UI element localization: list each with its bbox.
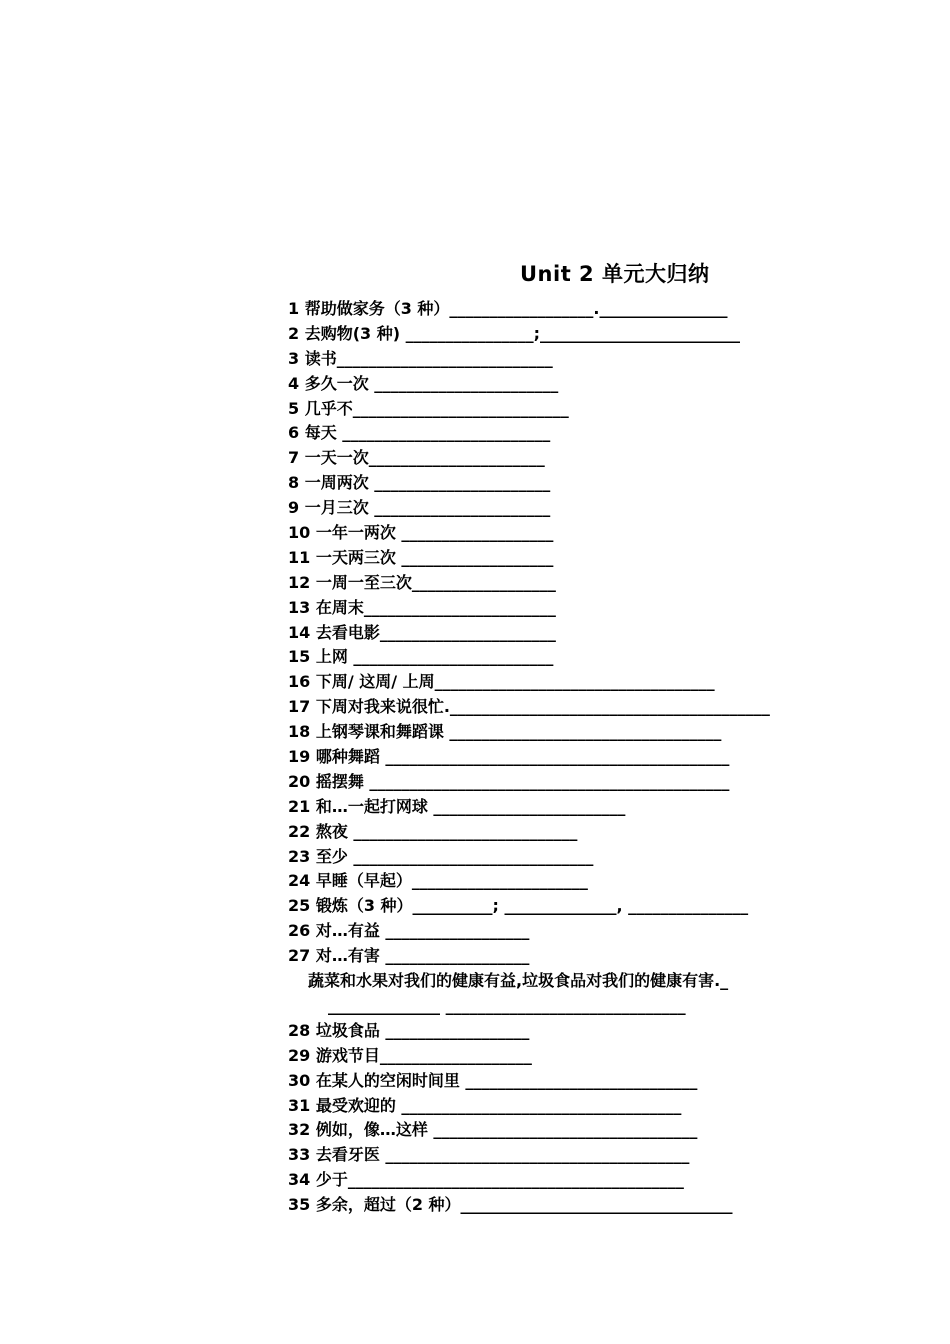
list-item: 5 几乎不___________________________ — [288, 398, 569, 418]
list-item: 20 摇摆舞 _____________________________________________ — [288, 771, 730, 791]
page-title: Unit 2 单元大归纳 — [520, 262, 710, 286]
list-item: 6 每天 __________________________ — [288, 423, 551, 443]
list-item: 32 例如，像…这样 _________________________________ — [288, 1120, 698, 1140]
example-sentence: 蔬菜和水果对我们的健康有益,垃圾食品对我们的健康有害._ — [308, 971, 729, 991]
list-item: 7 一天一次______________________ — [288, 448, 545, 468]
list-item: 18 上钢琴课和舞蹈课 __________________________________ — [288, 722, 722, 742]
list-item: 12 一周一至三次__________________ — [288, 572, 556, 592]
list-item: 21 和…一起打网球 ________________________ — [288, 796, 626, 816]
list-item: 31 最受欢迎的 ___________________________________ — [288, 1095, 682, 1115]
list-item: 3 读书___________________________ — [288, 348, 553, 368]
list-item: 30 在某人的空闲时间里 _____________________________ — [288, 1070, 698, 1090]
list-item: 33 去看牙医 ______________________________________ — [288, 1145, 690, 1165]
list-item: 14 去看电影______________________ — [288, 622, 556, 642]
list-item: 1 帮助做家务（3 种）__________________.________________ — [288, 299, 728, 318]
list-item: 34 少于__________________________________________ — [288, 1170, 684, 1190]
list-item: 25 锻炼（3 种）__________; ______________, _______________ — [288, 896, 749, 916]
list-item: 8 一周两次 ______________________ — [288, 473, 551, 493]
list-item: 10 一年一两次 ___________________ — [288, 523, 554, 543]
list-item: 23 至少 ______________________________ — [288, 846, 594, 866]
list-item: 16 下周/ 这周/ 上周___________________________________ — [288, 672, 715, 692]
list-item: 24 早睡（早起）______________________ — [288, 871, 588, 891]
list-item: 28 垃圾食品 __________________ — [288, 1020, 530, 1040]
list-item: 26 对…有益 __________________ — [288, 921, 530, 941]
vocabulary-list — [288, 297, 818, 1218]
list-item: 29 游戏节目___________________ — [288, 1045, 532, 1065]
list-item: 4 多久一次 _______________________ — [288, 373, 559, 393]
list-item: 27 对…有害 __________________ — [288, 946, 530, 966]
list-item: 11 一天两三次 ___________________ — [288, 547, 554, 567]
list-item: 22 熬夜 ____________________________ — [288, 821, 578, 841]
list-item: 13 在周末________________________ — [288, 597, 556, 617]
list-item: 17 下周对我来说很忙.________________________________________ — [288, 697, 770, 717]
list-item: 35 多余，超过（2 种）__________________________________ — [288, 1195, 733, 1215]
list-item: 2 去购物(3 种) ________________;_________________________ — [288, 323, 741, 343]
answer-line: ______________ ______________________________ — [328, 995, 686, 1015]
list-item: 15 上网 _________________________ — [288, 647, 554, 667]
list-item: 9 一月三次 ______________________ — [288, 498, 551, 518]
list-item: 19 哪种舞蹈 ___________________________________________ — [288, 747, 730, 767]
